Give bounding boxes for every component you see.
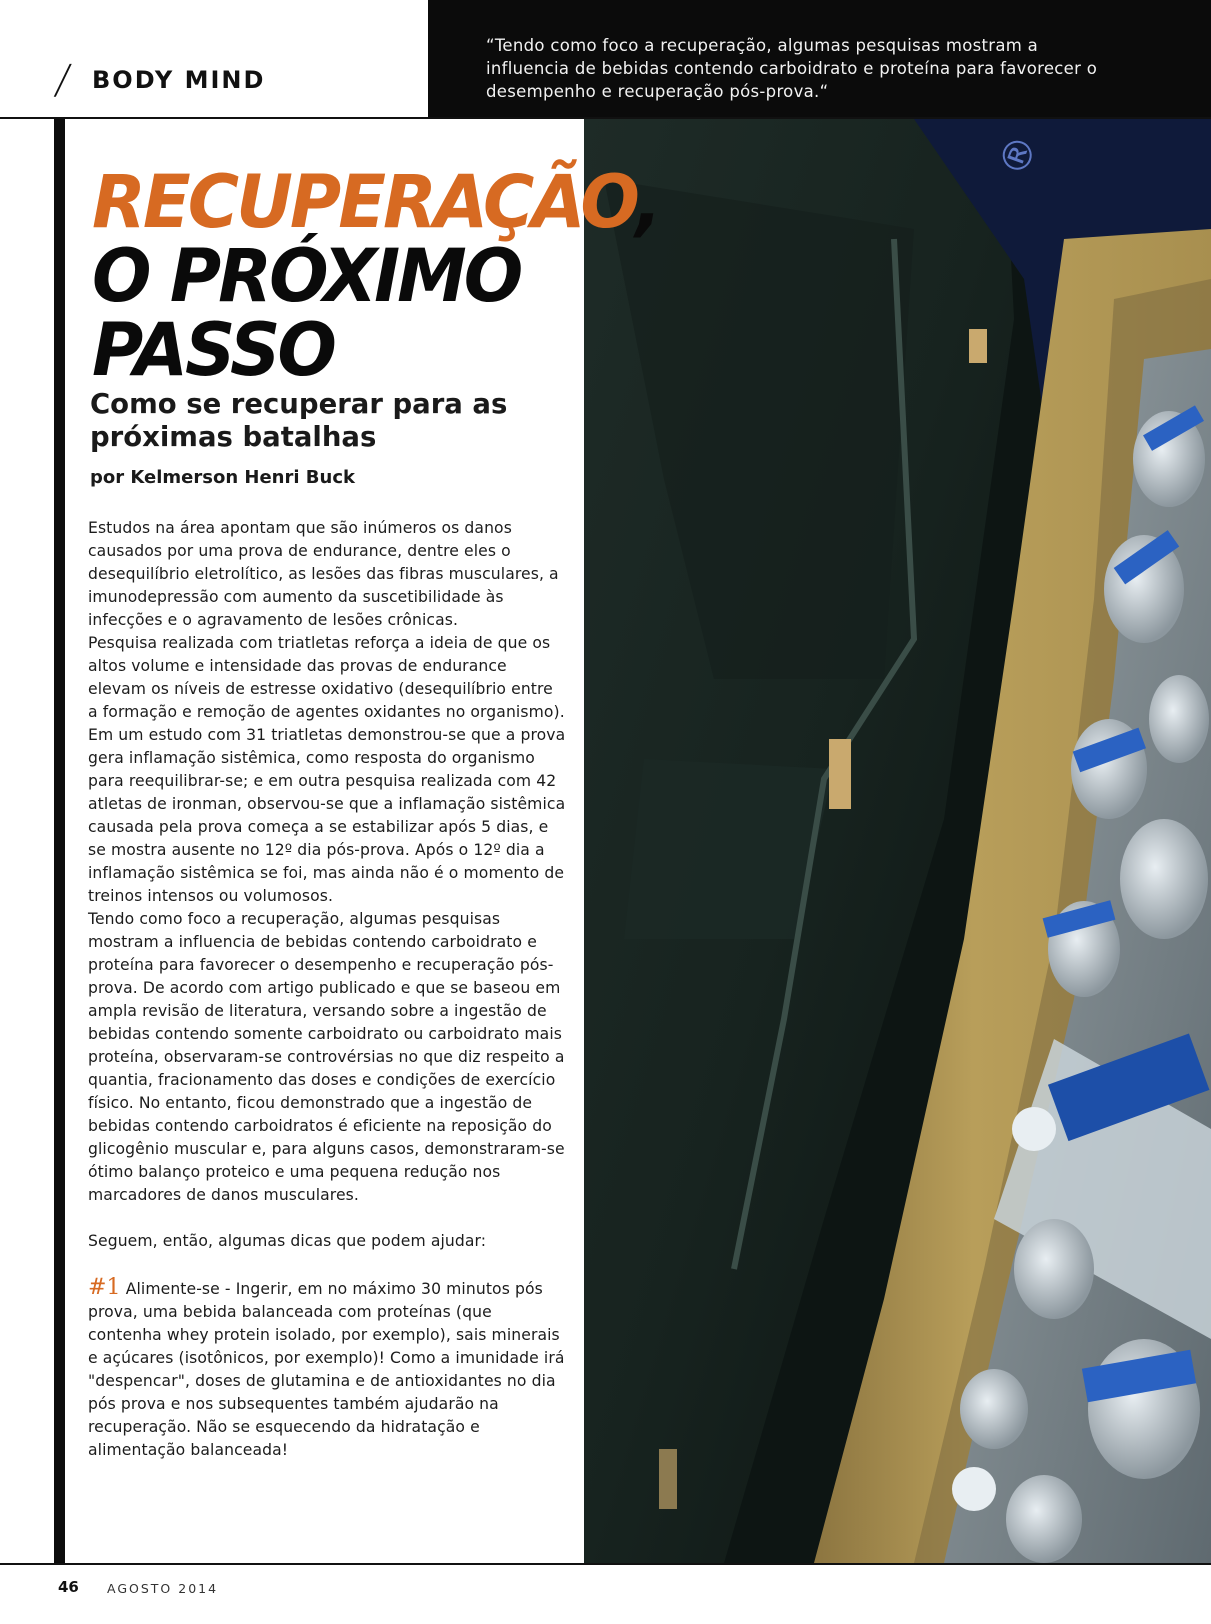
section-slash: /: [51, 57, 74, 103]
headline-line-1: [92, 158, 659, 246]
article-subtitle: Como se recuperar para as próximas batalhas: [90, 388, 508, 453]
pull-quote: “Tendo como foco a recuperação, algumas pesquisas mostram a influencia de bebidas contendo carboidrato e proteína para favorecer o desempenho e recuperação pós-prova.“: [486, 36, 1098, 101]
pull-quote-bar: [428, 0, 1211, 117]
paragraph-4: Tendo como foco a recuperação, algumas pesquisas mostram a influencia de bebidas contendo carboidrato e proteína para favorecer o desempenho e recuperação pós-prova. De acordo com artigo publicado e que se baseou em ampla revisão de literatura, versando sobre a ingestão de bebidas contendo somente carboidrato ou carboidrato mais proteína, observaram-se controvérsias no que diz respeito a quantia, fracionamento das doses e condições de exercício físico. No entanto, ficou demonstrado que a ingestão de bebidas contendo carboidratos é eficiente na reposição do glicogênio muscular e, para alguns casos, demonstraram-se ótimo balanço proteico e uma pequena redução nos marcadores de danos musculares.: [88, 910, 565, 1204]
left-accent-bar: [54, 119, 65, 1565]
bag-logo-icon: ®: [990, 129, 1048, 183]
article-body: [88, 517, 566, 1462]
page-number: 46: [58, 1578, 79, 1596]
tip-1-text: Alimente-se - Ingerir, em no máximo 30 minutos pós prova, uma bebida balanceada com proteínas (que contenha whey protein isolado, por exemplo), sais minerais e açúcares (isotônicos, por exemplo)! Como a imunidade irá "despencar", doses de glutamina e de antioxidantes no dia pós prova e nos subsequentes também ajudarão na recuperação. Não se esquecendo da hidratação e alimentação balanceada!: [88, 1280, 565, 1459]
article-headline: [92, 158, 659, 394]
bottom-divider: [0, 1563, 1211, 1565]
tip-1-number: #1: [88, 1275, 121, 1300]
headline-line-2: O PRÓXIMO: [92, 232, 521, 320]
cooler-photo: [584, 119, 1211, 1563]
cooler-illustration: [584, 119, 1211, 1563]
section-header: [0, 0, 428, 117]
section-name: BODY MIND: [92, 66, 266, 94]
cooler-hinge-top: [969, 329, 987, 363]
paragraph-5: Seguem, então, algumas dicas que podem ajudar:: [88, 1232, 487, 1250]
headline-word-recuperacao: RECUPERAÇÃO: [92, 158, 636, 246]
paragraph-2: Pesquisa realizada com triatletas reforça a ideia de que os altos volume e intensidade das provas de endurance elevam os níveis de estresse oxidativo (desequilíbrio entre a formação e remoção de agentes oxidantes no organismo).: [88, 634, 565, 721]
cooler-hinge-bottom: [659, 1449, 677, 1509]
headline-line-3: PASSO: [92, 306, 334, 394]
paragraph-1: Estudos na área apontam que são inúmeros os danos causados por uma prova de endurance, dentre eles o desequilíbrio eletrolítico, as lesões das fibras musculares, a imunodepressão com aumento da suscetibilidade às infecções e o agravamento de lesões crônicas.: [88, 519, 559, 629]
paragraph-3: Em um estudo com 31 triatletas demonstrou-se que a prova gera inflamação sistêmica, como resposta do organismo para reequilibrar-se; e em outra pesquisa realizada com 42 atletas de ironman, observou-se que a inflamação sistêmica causada pela prova começa a se estabilizar após 5 dias, e se mostra ausente no 12º dia pós-prova. Após o 12º dia a inflamação sistêmica se foi, mas ainda não é o momento de treinos intensos ou volumosos.: [88, 726, 566, 905]
tip-1: [88, 1276, 566, 1462]
issue-date: AGOSTO 2014: [107, 1581, 219, 1596]
cooler-hinge-middle: [829, 739, 851, 809]
article-byline: por Kelmerson Henri Buck: [90, 467, 355, 488]
headline-comma: ,: [635, 158, 659, 246]
